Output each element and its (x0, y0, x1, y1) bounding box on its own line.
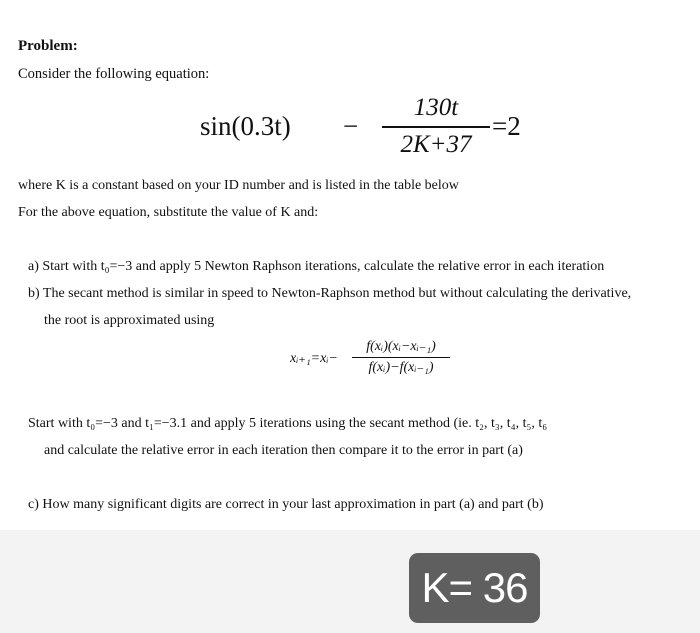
equation-denominator: 2K+37 (400, 131, 472, 158)
secant-formula-denominator: f(xᵢ)−f(xᵢ₋₁) (368, 360, 434, 375)
equation-lhs: sin(0.3t) (200, 111, 291, 141)
part-b-line-2: the root is approximated using (44, 313, 215, 328)
intro-text: Consider the following equation: (18, 66, 210, 82)
part-a-text: a) Start with t₀=−3 and apply 5 Newton Raphson iterations, calculate the relative error in each iteration (28, 259, 605, 274)
description-line-1: where K is a constant based on your ID number and is listed in the table below (18, 178, 459, 193)
secant-text-line-2: and calculate the relative error in each iteration then compare it to the error in part (a) (44, 443, 523, 458)
part-c-text: c) How many significant digits are correct in your last approximation in part (a) and part (b) (28, 497, 544, 512)
secant-formula-numerator: f(xᵢ)(xᵢ−xᵢ₋₁) (366, 339, 436, 354)
secant-formula-lhs: xᵢ₊₁=xᵢ− (290, 351, 339, 366)
equation-fraction (382, 92, 490, 160)
part-b-line-1: b) The secant method is similar in speed to Newton-Raphson method but without calculating the derivative, (28, 286, 632, 301)
secant-fraction-bar (352, 357, 450, 358)
equation-rhs: =2 (492, 111, 521, 141)
k-value-badge: K= 36 (409, 553, 540, 623)
equation-minus: − (343, 111, 359, 141)
secant-text-line-1: Start with t₀=−3 and t₁=−3.1 and apply 5 iterations using the secant method (ie. t₂, t₃, t₄, t₅, t₆ (28, 416, 548, 431)
fraction-bar (382, 126, 490, 128)
description-line-2: For the above equation, substitute the value of K and: (18, 205, 319, 220)
equation-numerator: 130t (413, 94, 459, 121)
problem-heading: Problem: (18, 38, 78, 54)
secant-formula-fraction (352, 338, 450, 377)
